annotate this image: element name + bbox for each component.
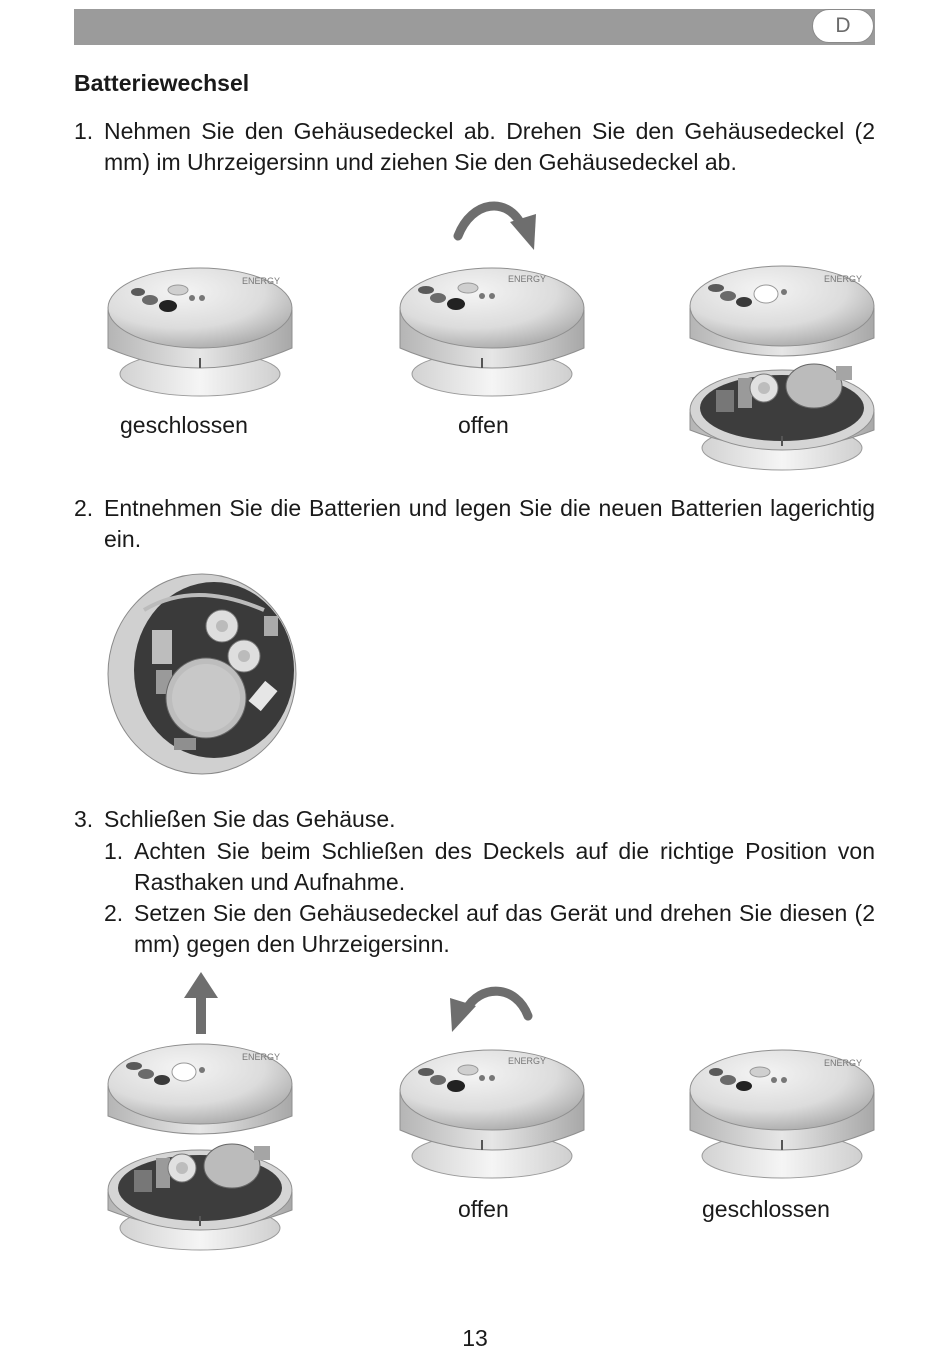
substep-2-text: Setzen Sie den Gehäusedeckel auf das Gerät und drehen Sie diesen (2 mm) gegen den Uhrzeigersinn. — [134, 900, 875, 957]
brand-logo: ENERGY — [508, 274, 547, 284]
brand-logo: ENERGY — [242, 1052, 281, 1062]
step-2-number: 2. — [74, 495, 94, 521]
brand-logo: ENERGY — [508, 1056, 547, 1066]
caption-open: offen — [458, 412, 509, 438]
header-bar — [74, 9, 875, 45]
clockwise-arrow-icon — [450, 192, 540, 254]
brand-logo: ENERGY — [242, 276, 281, 286]
substep-2-number: 2. — [104, 900, 124, 926]
caption-open-2: offen — [458, 1196, 509, 1222]
language-badge: D — [812, 9, 874, 43]
up-arrow-icon — [184, 972, 218, 1034]
caption-closed: geschlossen — [120, 412, 248, 438]
caption-closed-2: geschlossen — [702, 1196, 830, 1222]
step-1-text: Nehmen Sie den Gehäusedeckel ab. Drehen Sie den Gehäusedeckel (2 mm) im Uhrzeigersinn und ziehen Sie den Gehäusedeckel ab. — [104, 118, 875, 175]
substep-1-text: Achten Sie beim Schließen des Deckels auf die richtige Position von Rasthaken und Aufnahme. — [134, 838, 875, 895]
brand-logo: ENERGY — [824, 1058, 863, 1068]
detector-lid-placement-image — [104, 1040, 296, 1262]
detector-battery-compartment-image — [104, 570, 300, 778]
counterclockwise-arrow-icon — [446, 978, 536, 1040]
detector-lid-removed-image — [686, 262, 878, 482]
detector-closed-image-2 — [686, 1044, 878, 1184]
section-title: Batteriewechsel — [74, 70, 250, 96]
substep-1-number: 1. — [104, 838, 124, 864]
step-1-number: 1. — [74, 118, 94, 144]
detector-open-image — [396, 262, 588, 402]
step-2-text: Entnehmen Sie die Batterien und legen Sie die neuen Batterien lagerichtig ein. — [104, 495, 875, 552]
brand-logo: ENERGY — [824, 274, 863, 284]
page-number: 13 — [462, 1325, 488, 1351]
step-3-text: Schließen Sie das Gehäuse. — [104, 806, 396, 832]
detector-open-image-2 — [396, 1044, 588, 1184]
step-3-number: 3. — [74, 806, 94, 832]
detector-closed-image — [104, 262, 296, 402]
